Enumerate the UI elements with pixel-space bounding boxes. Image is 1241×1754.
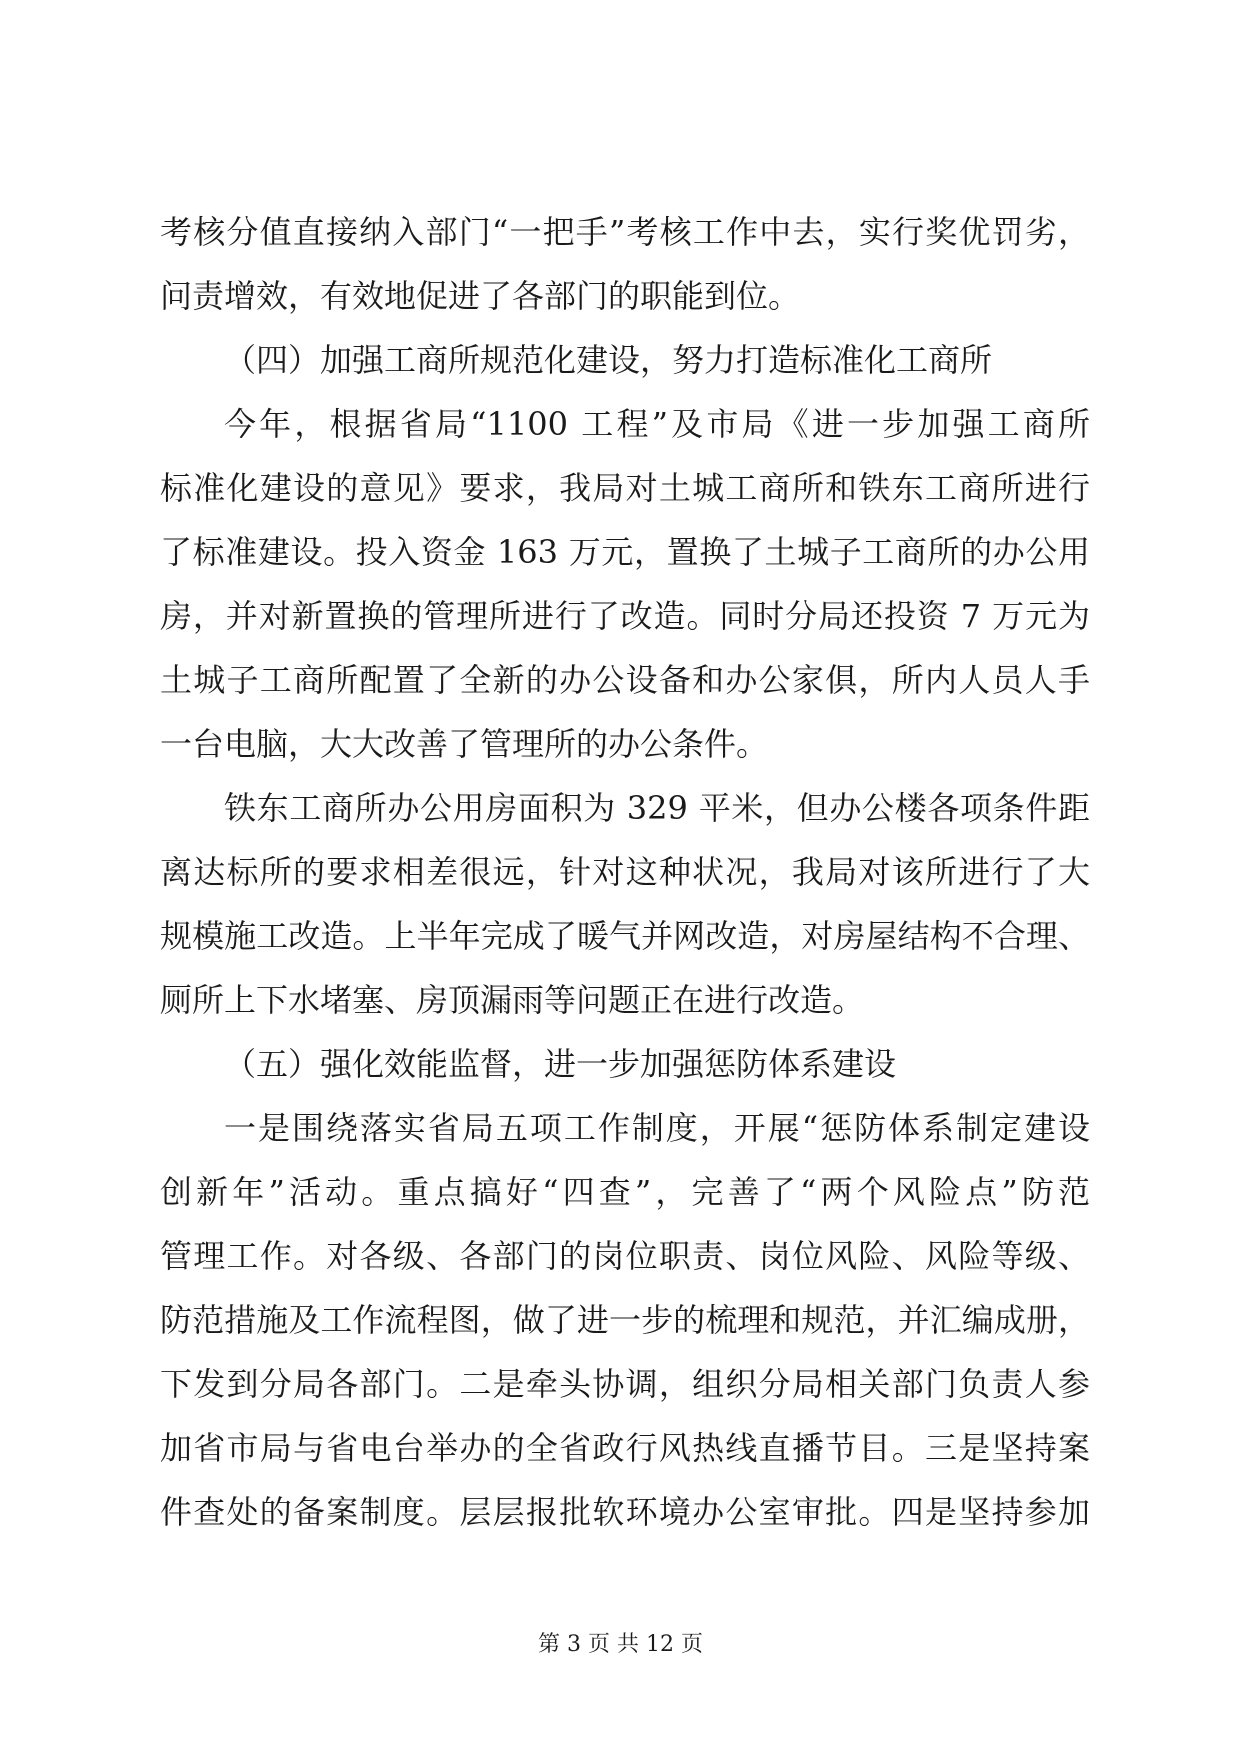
text-line: 一是围绕落实省局五项工作制度，开展“惩防体系制定建设 bbox=[224, 1109, 1090, 1147]
paragraph bbox=[160, 392, 1090, 776]
text-line: 离达标所的要求相差很远，针对这种状况，我局对该所进行了大 bbox=[160, 853, 1090, 891]
text-line: 铁东工商所办公用房面积为 329 平米，但办公楼各项条件距 bbox=[224, 789, 1090, 827]
text-line: 加省市局与省电台举办的全省政行风热线直播节目。三是坚持案 bbox=[160, 1429, 1090, 1467]
text-line: 规模施工改造。上半年完成了暖气并网改造，对房屋结构不合理、 bbox=[160, 917, 1090, 955]
section-heading bbox=[160, 328, 1090, 392]
paragraph bbox=[160, 200, 1090, 328]
heading-line: （四）加强工商所规范化建设，努力打造标准化工商所 bbox=[224, 341, 993, 379]
text-line: 管理工作。对各级、各部门的岗位职责、岗位风险、风险等级、 bbox=[160, 1237, 1090, 1275]
text-line: 厕所上下水堵塞、房顶漏雨等问题正在进行改造。 bbox=[160, 981, 865, 1019]
section-heading bbox=[160, 1032, 1090, 1096]
text-line: 房，并对新置换的管理所进行了改造。同时分局还投资 7 万元为 bbox=[160, 597, 1090, 635]
heading-line: （五）强化效能监督，进一步加强惩防体系建设 bbox=[224, 1045, 897, 1083]
page-footer: 第 3 页 共 12 页 bbox=[538, 1632, 703, 1657]
text-line: 今年，根据省局“1100 工程”及市局《进一步加强工商所 bbox=[224, 405, 1090, 443]
text-line: 考核分值直接纳入部门“一把手”考核工作中去，实行奖优罚劣， bbox=[160, 213, 1090, 251]
paragraph bbox=[160, 776, 1090, 1032]
text-line: 问责增效，有效地促进了各部门的职能到位。 bbox=[160, 277, 801, 315]
document-body bbox=[160, 200, 1090, 1544]
paragraph bbox=[160, 1096, 1090, 1544]
text-line: 防范措施及工作流程图，做了进一步的梳理和规范，并汇编成册， bbox=[160, 1301, 1090, 1339]
text-line: 件查处的备案制度。层层报批软环境办公室审批。四是坚持参加 bbox=[160, 1493, 1090, 1531]
text-line: 标准化建设的意见》要求，我局对土城工商所和铁东工商所进行 bbox=[160, 469, 1090, 507]
text-line: 一台电脑，大大改善了管理所的办公条件。 bbox=[160, 725, 769, 763]
text-line: 创新年”活动。重点搞好“四查”，完善了“两个风险点”防范 bbox=[160, 1173, 1090, 1211]
text-line: 了标准建设。投入资金 163 万元，置换了土城子工商所的办公用 bbox=[160, 533, 1090, 571]
text-line: 下发到分局各部门。二是牵头协调，组织分局相关部门负责人参 bbox=[160, 1365, 1090, 1403]
text-line: 土城子工商所配置了全新的办公设备和办公家俱，所内人员人手 bbox=[160, 661, 1090, 699]
